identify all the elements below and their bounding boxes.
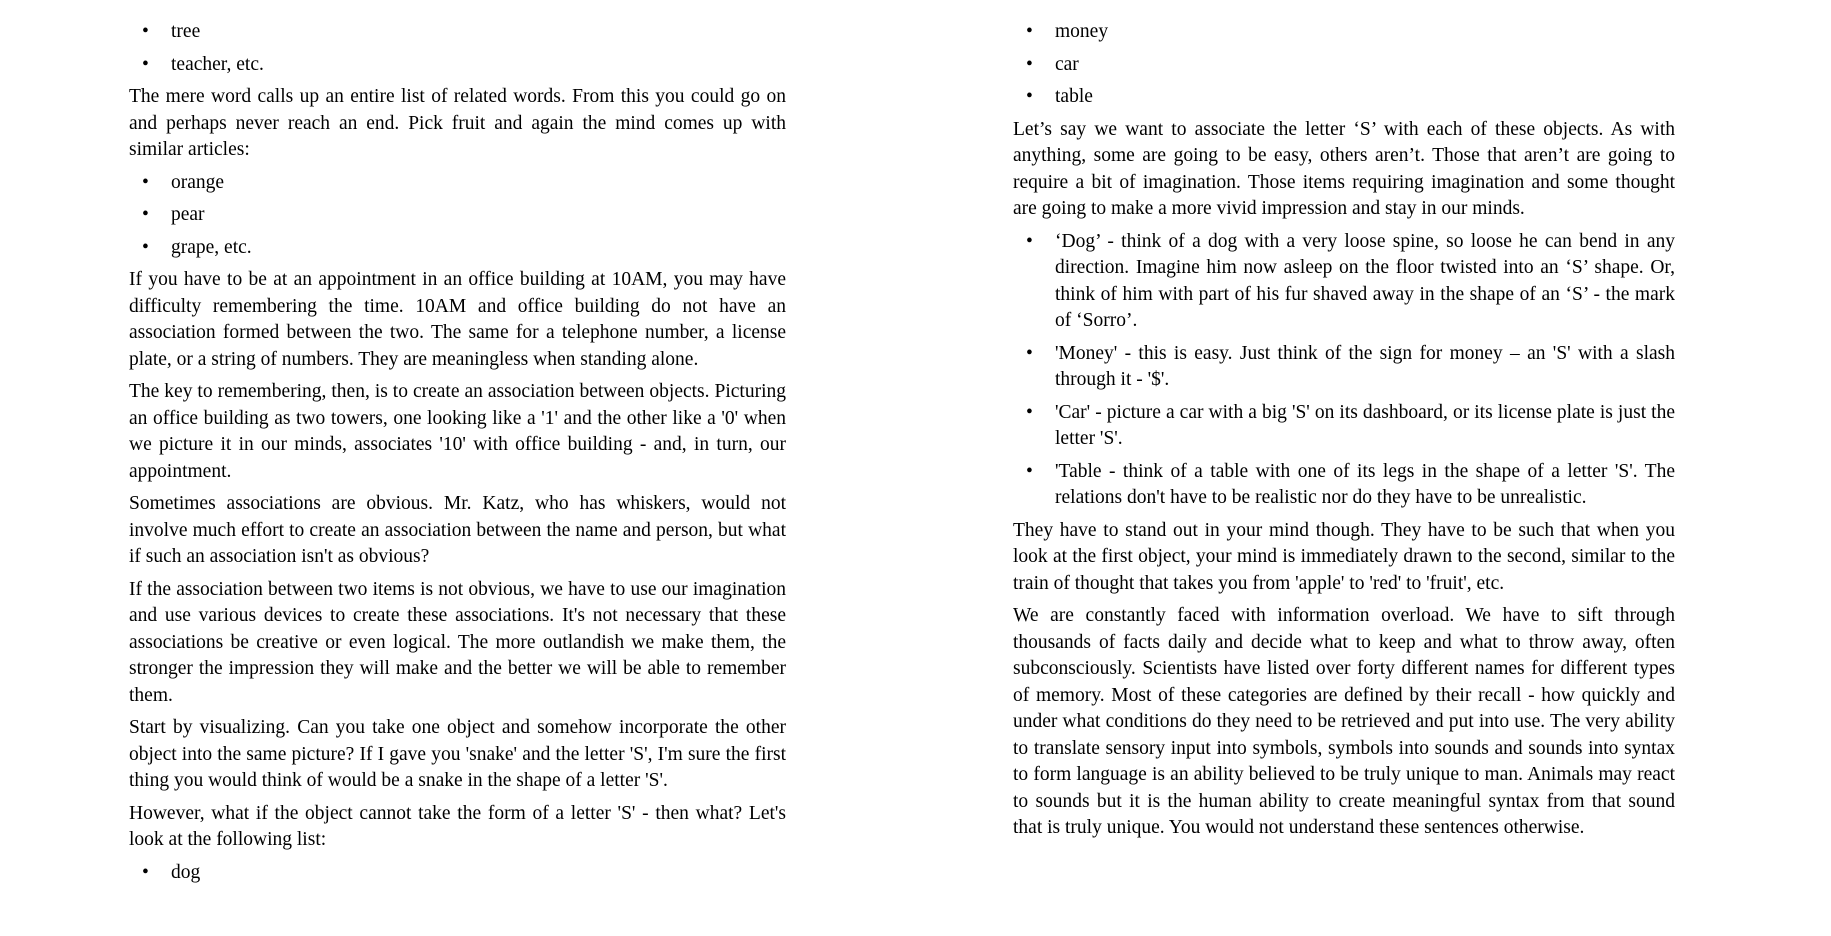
list-item (1013, 400, 1675, 453)
list-item (1013, 84, 1675, 111)
list-item (1013, 459, 1675, 512)
list-item-text: dog (171, 861, 201, 883)
bullet-icon: • (1026, 460, 1033, 482)
list-item-text: 'Table - think of a table with one of its legs in the shape of a letter 'S'. The relations don't have to be realistic nor do they have to be unrealistic. (1055, 460, 1675, 508)
list-item (1013, 341, 1675, 394)
list-item (1013, 52, 1675, 79)
paragraph: We are constantly faced with information overload. We have to sift through thousands of facts daily and decide what to keep and what to throw away, often subconsciously. Scientists have listed over forty different names for different types of memory. Most of these categories are defined by their recall - how quickly and under what conditions do they need to be retrieved and put into use. The very ability to translate sensory input into symbols, symbols into sounds and sounds into syntax to form language is an ability believed to be truly unique to man. Animals may react to sounds but it is the human ability to create meaningful syntax from that sound that is truly unique. You would not understand these sentences otherwise. (1013, 605, 1675, 838)
paragraph: Let’s say we want to associate the letter ‘S’ with each of these objects. As with anything, some are going to be easy, others aren’t. Those that aren’t are going to require a bit of imagination. Those items requiring imagination and some thought are going to make a more vivid impression and stay in our minds. (1013, 118, 1675, 219)
list-item (129, 170, 786, 197)
paragraph: Start by visualizing. Can you take one object and somehow incorporate the other object into the same picture? If I gave you 'snake' and the letter 'S', I'm sure the first thing you would think of would be a snake in the shape of a letter 'S'. (129, 717, 786, 791)
right-text-column (1013, 19, 1675, 848)
bullet-icon: • (1026, 230, 1033, 252)
bullet-icon: • (142, 236, 149, 258)
list-item-text: car (1055, 53, 1079, 75)
list-item-text: 'Car' - picture a car with a big 'S' on its dashboard, or its license plate is just the letter 'S'. (1055, 401, 1675, 449)
list-item (129, 52, 786, 79)
list-item-text: pear (171, 204, 205, 225)
bullet-icon: • (142, 861, 149, 883)
list-item-text: tree (171, 21, 201, 42)
list-item-text: money (1055, 21, 1109, 42)
list-item (129, 202, 786, 229)
list-item-text: table (1055, 86, 1093, 107)
list-item-text: grape, etc. (171, 236, 252, 258)
list-item-text: teacher, etc. (171, 53, 264, 75)
paragraph: If the association between two items is not obvious, we have to use our imagination and use various devices to create these associations. It's not necessary that these associations be creative or even logical. The more outlandish we make them, the stronger the impression they will make and the better we will be able to remember them. (129, 578, 786, 706)
paragraph: If you have to be at an appointment in an office building at 10AM, you may have difficulty remembering the time. 10AM and office building do not have an association formed between the two. The same for a telephone number, a license plate, or a string of numbers. They are meaningless when standing alone. (129, 269, 786, 370)
paragraph: They have to stand out in your mind though. They have to be such that when you look at the first object, your mind is immediately drawn to the second, similar to the train of thought that takes you from 'apple' to 'red' to 'fruit', etc. (1013, 519, 1675, 594)
list-item (1013, 19, 1675, 46)
list-item-text: orange (171, 171, 225, 193)
list-item (129, 19, 786, 46)
bullet-icon: • (142, 171, 149, 193)
bullet-icon: • (1026, 21, 1033, 42)
list-item-text: 'Money' - this is easy. Just think of the sign for money – an 'S' with a slash through it - '$'. (1055, 342, 1675, 390)
bullet-icon: • (1026, 86, 1033, 107)
paragraph: The mere word calls up an entire list of related words. From this you could go on and perhaps never reach an end. Pick fruit and again the mind comes up with similar articles: (129, 86, 786, 160)
list-item (129, 235, 786, 262)
list-item (129, 860, 786, 887)
bullet-icon: • (1026, 53, 1033, 75)
bullet-icon: • (1026, 401, 1033, 423)
paragraph: However, what if the object cannot take the form of a letter 'S' - then what? Let's look at the following list: (129, 802, 786, 850)
bullet-icon: • (142, 204, 149, 225)
paragraph: Sometimes associations are obvious. Mr. Katz, who has whiskers, would not involve much effort to create an association between the name and person, but what if such an association isn't as obvious? (129, 493, 786, 567)
list-item (1013, 229, 1675, 335)
paragraph: The key to remembering, then, is to create an association between objects. Picturing an office building as two towers, one looking like a '1' and the other like a '0' when we picture it in our minds, associates '10' with office building - and, in turn, our appointment. (129, 381, 786, 482)
bullet-icon: • (142, 21, 149, 42)
bullet-icon: • (1026, 342, 1033, 364)
left-text-column (129, 19, 786, 892)
list-item-text: ‘Dog’ - think of a dog with a very loose spine, so loose he can bend in any direction. Imagine him now asleep on the floor twisted into an ‘S’ shape. Or, think of him with part of his fur shaved away in the shape of an ‘S’ - the mark of ‘Sorro’. (1055, 230, 1675, 331)
bullet-icon: • (142, 53, 149, 75)
